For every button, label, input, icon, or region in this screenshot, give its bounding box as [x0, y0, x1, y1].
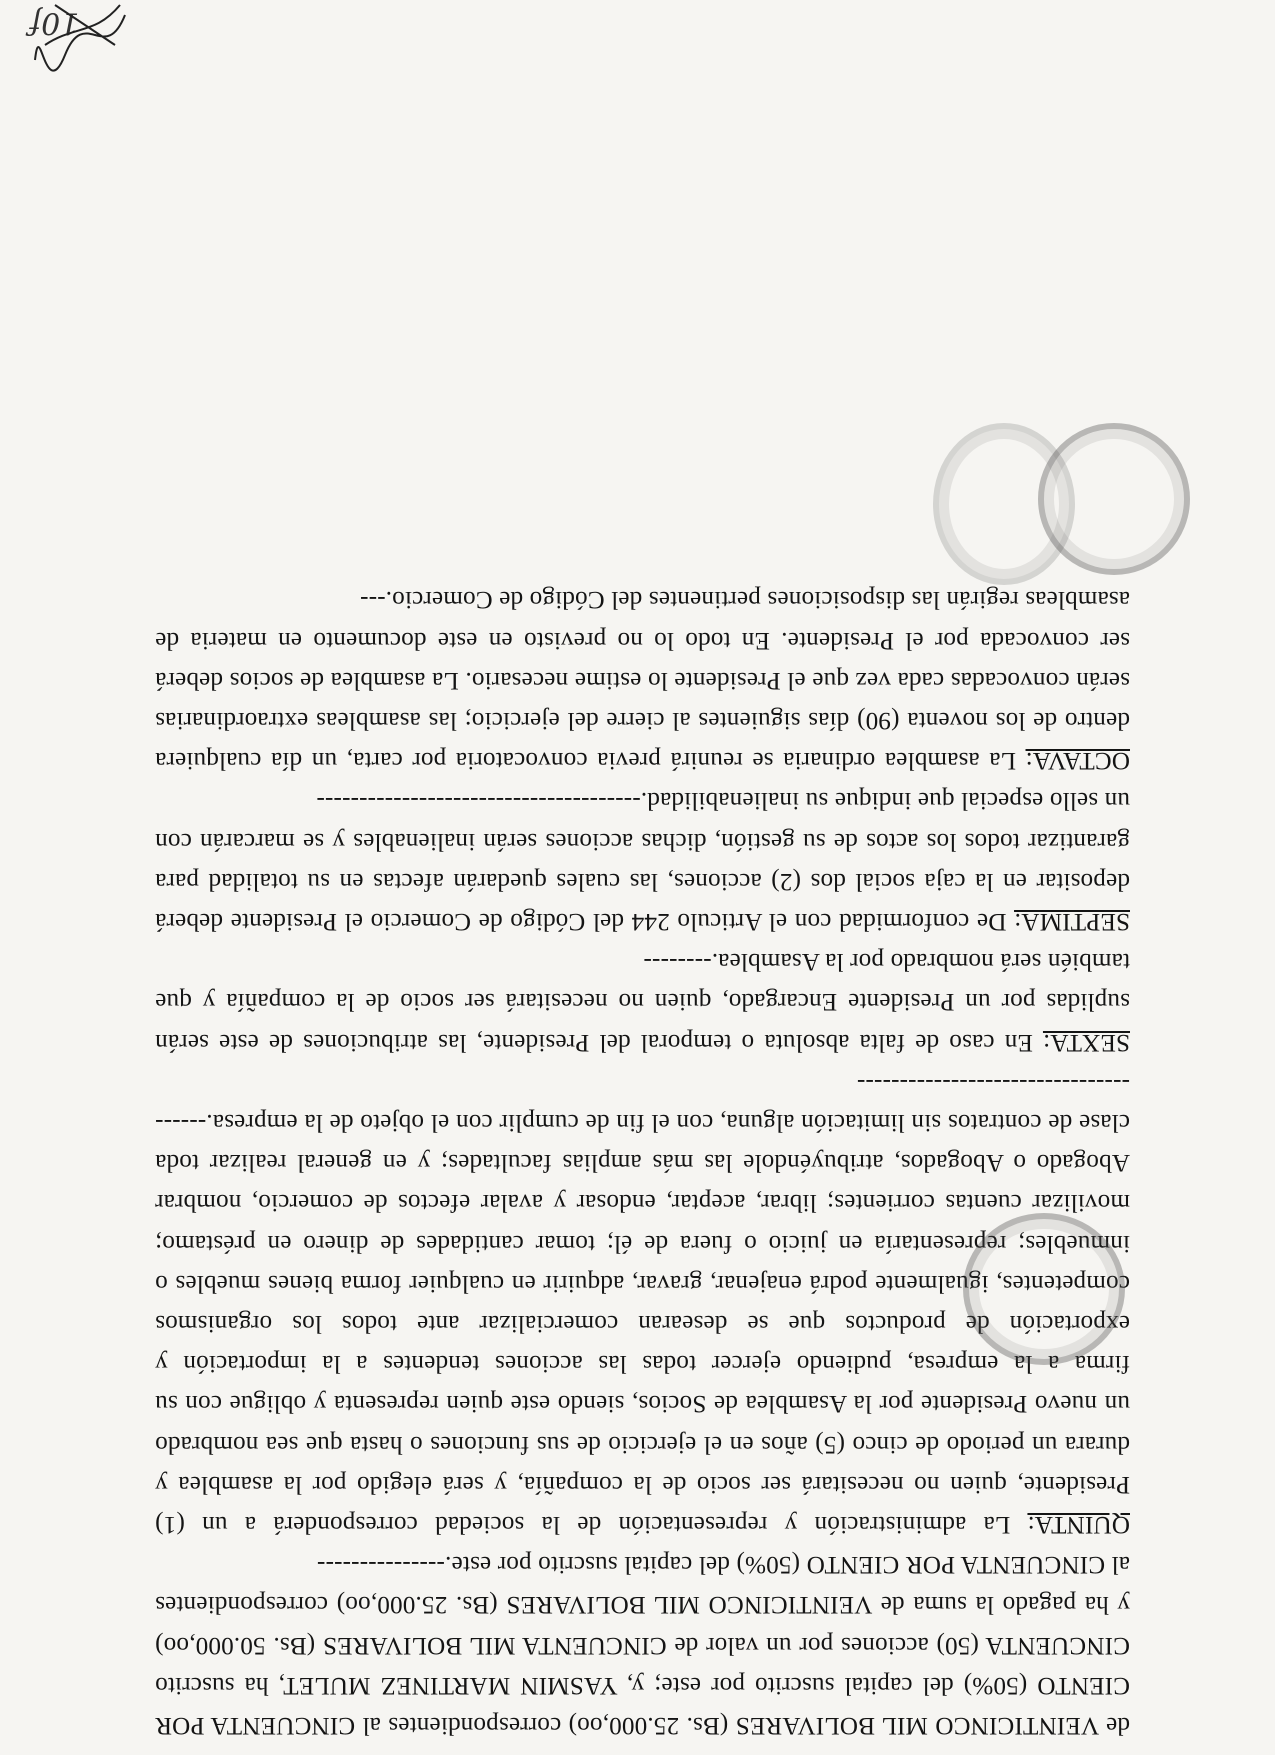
registry-stamp [963, 1213, 1125, 1365]
clause-heading: QUINTA: [1027, 1510, 1130, 1538]
registry-stamp [933, 423, 1075, 585]
paragraph-sexta [155, 941, 1130, 1062]
paragraph-septima [155, 780, 1130, 941]
paragraph-text: En caso de falta absoluta o temporal del Presidente, las atribuciones de este serán suplidas por un Presidente Encargado, quien no necesitará ser socio de la compañía y que también será nombrado por la Asamblea.-------- [155, 948, 1130, 1056]
clause-heading: SEXTA: [1042, 1028, 1130, 1056]
paragraph-text: De conformidad con el Articulo 244 del Código de Comercio el Presidente deberá depositar en la caja social dos (2) acciones, las cuales quedarán afectas en su totalidad para garantizar todos los actos de su gestión, dichas acciones serán inalienables y se marcarán con un sello especial que indique su inalienabilidad.-------------------------------------- [155, 787, 1130, 935]
clause-heading: OCTAVA: [1025, 747, 1130, 775]
paragraph-text: La administración y representación de la sociedad corresponderá a un (1) Presidente, quien no necesitará ser socio de la compañía, y será elegido por la asamblea y durara un periodo de cinco (5) años en el ejercicio de sus funciones o hasta que sea nombrado un nuevo Presidente por la Asamblea de Socios, siendo este quien representa y obligue con su firma a la empresa, pudiendo ejercer todas las acciones tendentes a la importación y exportación de productos que se desearan comercializar ante todos los organismos competentes, igualmente podrá enajenar, gravar, adquirir en cualquier forma bienes muebles o inmuebles; representaría en juicio o fuera de él; tomar cantidades de dinero en préstamo; movilizar cuentas corrientes; librar, aceptar, endosar y avalar efectos de comercio, nombrar Abogado o Abogados, atribuyéndole las más amplias facultades; y en general realizar toda clase de contratos sin limitación alguna, con el fin de cumplir con el objeto de la empresa.-------------------------------------- [155, 1068, 1130, 1538]
signature-scribble [25, 0, 135, 75]
clause-heading: SEPTIMA: [1014, 907, 1130, 935]
paragraph-text: La asamblea ordinaria se reunirá previa convocatoria por carta, un día cualquiera dentro de los noventa (90) días siguientes al cierre del ejercicio; las asambleas extraordinarias serán convocadas cada vez que el Presidente lo estime necesario. La asamblea de socios deberá ser convocada por el Presidente. En todo lo no previsto en este documento en materia de asambleas regirán las disposiciones pertinentes del Código de Comercio.--- [155, 586, 1130, 775]
paragraph-octava [155, 579, 1130, 780]
paragraph-text: de VEINTICINCO MIL BOLIVARES (Bs. 25.000,oo) correspondientes al CINCUENTA POR CIENTO (50%) del capital suscrito por este; y, YASMIN MARTINEZ MULET, ha suscrito CINCUENTA (50) acciones por un valor de CINCUENTA MIL BOLIVARES (Bs. 50.000,oo) y ha pagado la suma de VEINTICINCO MIL BOLIVARES (Bs. 25.000,oo) correspondientes al CINCUENTA POR CIENTO (50%) del capital suscrito por este.--------------- [155, 1551, 1130, 1739]
handwritten-annotation: 10f [30, 5, 80, 40]
document-body [155, 579, 1130, 1745]
paragraph-clause-continuation [155, 1544, 1130, 1745]
